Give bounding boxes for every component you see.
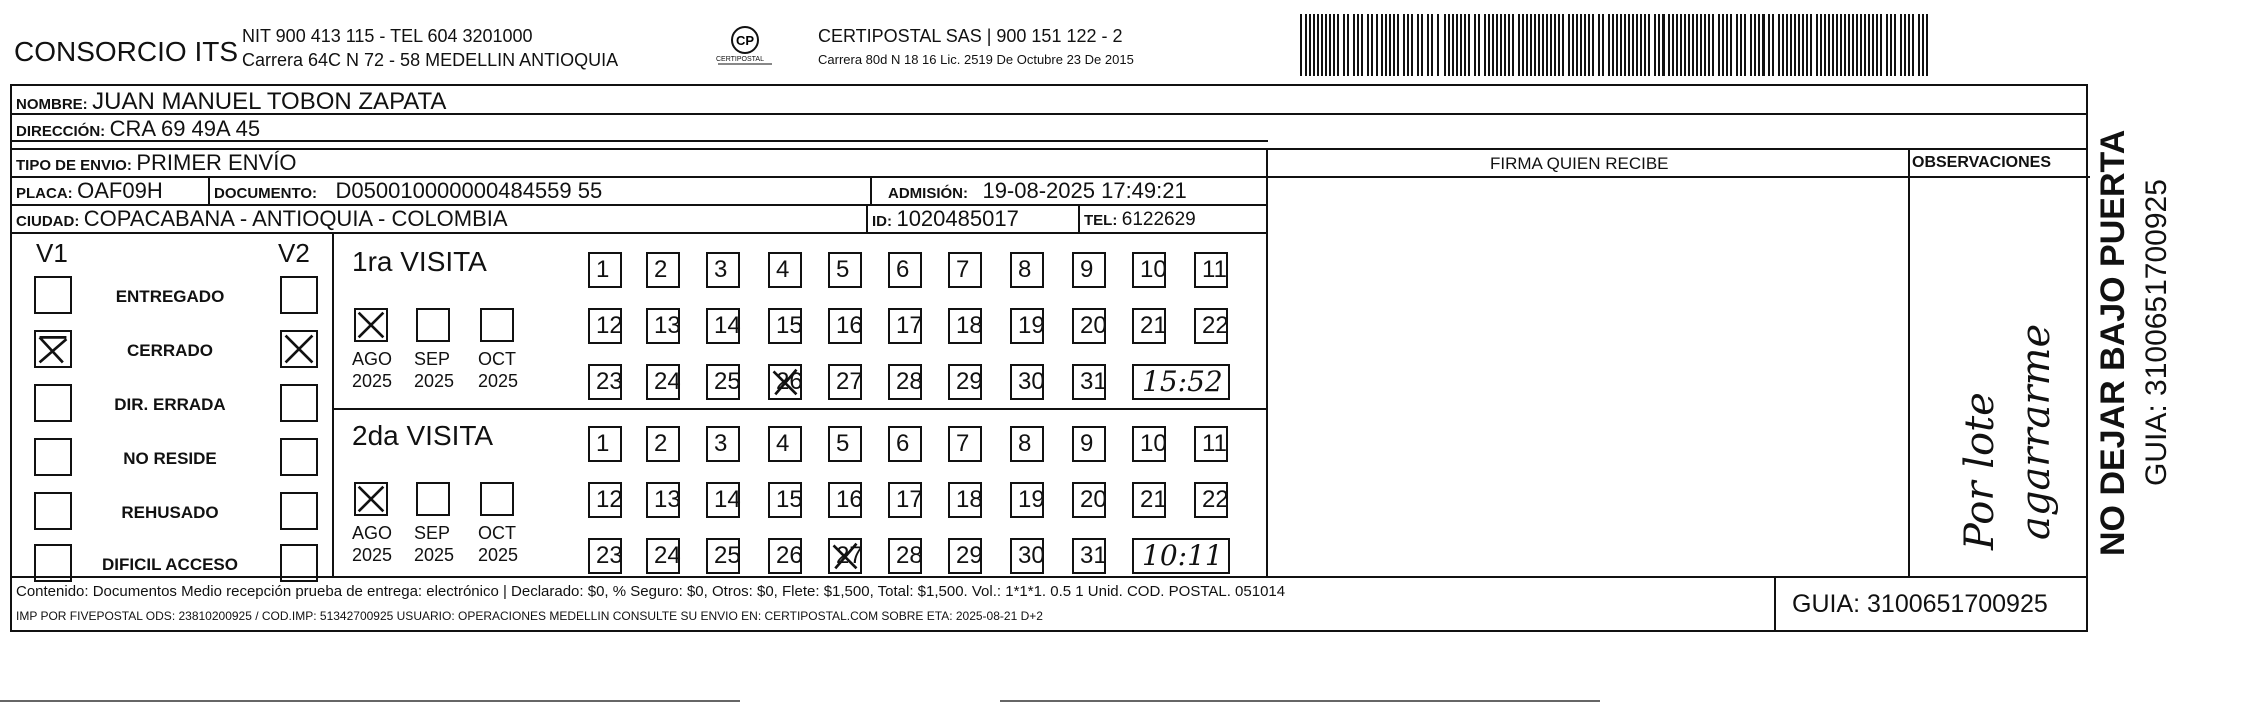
- day-number: 14: [714, 486, 741, 513]
- status-option-label: DIR. ERRADA: [114, 395, 226, 414]
- day-box[interactable]: [588, 308, 622, 344]
- day-number: 22: [1202, 486, 1229, 513]
- day-box[interactable]: [1010, 482, 1044, 518]
- v2-checkbox[interactable]: [280, 438, 318, 476]
- id-label: ID:: [872, 213, 892, 230]
- visit-time: 15:52: [1142, 365, 1223, 398]
- firma-header: FIRMA QUIEN RECIBE: [1490, 154, 1669, 173]
- day-number: 14: [714, 312, 741, 339]
- day-number: 31: [1080, 368, 1107, 395]
- logo-text: CERTIPOSTAL: [716, 56, 764, 63]
- day-box[interactable]: [646, 426, 680, 462]
- day-number: 8: [1018, 430, 1032, 457]
- v2-checkbox[interactable]: [280, 276, 318, 314]
- certipostal-logo-icon: [710, 24, 780, 70]
- day-number: 24: [654, 542, 681, 569]
- year-label: 2025: [414, 545, 455, 565]
- side-no-dejar: NO DEJAR BAJO PUERTA: [2094, 129, 2132, 556]
- v2-label: V2: [278, 238, 310, 268]
- company-nit: NIT 900 413 115 - TEL 604 3201000: [242, 26, 533, 46]
- day-number: 4: [776, 430, 790, 457]
- day-box[interactable]: [1132, 308, 1166, 344]
- day-box[interactable]: [1010, 308, 1044, 344]
- admision-value: 19-08-2025 17:49:21: [982, 178, 1187, 203]
- visit-time-box[interactable]: [1132, 538, 1230, 574]
- admision-label: ADMISIÓN:: [888, 185, 968, 202]
- obs-line-2: agarrarme: [2013, 323, 2059, 540]
- day-number: 26: [776, 542, 803, 569]
- footer-guia: GUIA: 3100651700925: [1792, 590, 2048, 618]
- day-number: 20: [1080, 312, 1107, 339]
- visit-title: 1ra VISITA: [352, 246, 487, 277]
- month-checkbox[interactable]: [354, 482, 388, 516]
- footer-contenido: Contenido: Documentos Medio recepción prueba de entrega: electrónico | Declarado: $0, % Seguro: $0, Otros: $0, Flete: $1,500, Total: $1,500. Vol.: 1*1*1. 0.5 1 Unid. COD. POSTAL. 051014: [16, 583, 1286, 600]
- documento-value: D050010000000484559 55: [335, 178, 603, 203]
- day-box[interactable]: [1194, 426, 1228, 462]
- placa-value: OAF09H: [77, 178, 163, 203]
- visit-title: 2da VISITA: [352, 420, 494, 451]
- barcode: [1300, 14, 1934, 76]
- day-number: 29: [956, 368, 983, 395]
- day-number: 13: [654, 486, 681, 513]
- month-checkbox[interactable]: [480, 308, 514, 342]
- day-number: 20: [1080, 486, 1107, 513]
- day-number: 3: [714, 256, 728, 283]
- day-box[interactable]: [588, 426, 622, 462]
- day-number: 1: [596, 430, 610, 457]
- year-label: 2025: [414, 371, 455, 391]
- carrier-license: Carrera 80d N 18 16 Lic. 2519 De Octubre 23 De 2015: [818, 52, 1134, 67]
- visit-time: 10:11: [1142, 539, 1223, 572]
- day-box[interactable]: [948, 538, 982, 574]
- day-number: 18: [956, 486, 983, 513]
- ciudad-value: COPACABANA - ANTIOQUIA - COLOMBIA: [83, 206, 508, 231]
- tel-value: 6122629: [1121, 209, 1196, 230]
- svg-text:CP: CP: [735, 33, 755, 48]
- day-box[interactable]: [828, 482, 862, 518]
- v2-checkbox[interactable]: [280, 492, 318, 530]
- day-number: 7: [956, 256, 970, 283]
- day-box[interactable]: [888, 482, 922, 518]
- day-box[interactable]: [828, 252, 862, 288]
- day-box[interactable]: [588, 538, 622, 574]
- status-option-label: NO RESIDE: [123, 449, 217, 468]
- day-number: 13: [654, 312, 681, 339]
- day-number: 7: [956, 430, 970, 457]
- day-number: 6: [896, 430, 910, 457]
- month-checkbox[interactable]: [416, 308, 450, 342]
- day-box[interactable]: [646, 252, 680, 288]
- month-label: SEP: [414, 349, 451, 369]
- month-label: OCT: [478, 349, 516, 369]
- day-number: 15: [776, 312, 803, 339]
- day-box[interactable]: [1072, 364, 1106, 400]
- day-number: 23: [596, 542, 623, 569]
- day-number: 10: [1140, 430, 1167, 457]
- day-number: 4: [776, 256, 790, 283]
- direccion-value: CRA 69 49A 45: [109, 116, 261, 141]
- v1-label: V1: [36, 238, 68, 268]
- nombre-value: JUAN MANUEL TOBON ZAPATA: [92, 88, 447, 115]
- year-label: 2025: [478, 545, 519, 565]
- day-box[interactable]: [888, 252, 922, 288]
- month-label: AGO: [352, 523, 393, 543]
- day-number: 27: [836, 542, 863, 569]
- day-box[interactable]: [1194, 482, 1228, 518]
- day-box[interactable]: [1132, 482, 1166, 518]
- ciudad-label: CIUDAD:: [16, 213, 80, 230]
- day-box[interactable]: [828, 308, 862, 344]
- day-number: 19: [1018, 486, 1045, 513]
- day-box[interactable]: [888, 364, 922, 400]
- day-box[interactable]: [1194, 308, 1228, 344]
- observaciones-handwriting: [1920, 240, 2090, 570]
- day-box[interactable]: [706, 252, 740, 288]
- day-box[interactable]: [1194, 252, 1228, 288]
- day-box[interactable]: [706, 308, 740, 344]
- day-number: 17: [896, 486, 923, 513]
- day-box[interactable]: [768, 538, 802, 574]
- day-number: 23: [596, 368, 623, 395]
- company-name: CONSORCIO ITS: [14, 36, 239, 67]
- day-number: 30: [1018, 542, 1045, 569]
- day-box[interactable]: [646, 538, 680, 574]
- day-number: 12: [596, 312, 623, 339]
- day-number: 5: [836, 430, 850, 457]
- day-box[interactable]: [1072, 482, 1106, 518]
- day-box[interactable]: [706, 538, 740, 574]
- id-value: 1020485017: [896, 206, 1019, 231]
- day-box[interactable]: [706, 364, 740, 400]
- day-box[interactable]: [706, 426, 740, 462]
- documento-label: DOCUMENTO:: [214, 185, 318, 202]
- day-box[interactable]: [828, 538, 862, 574]
- day-box[interactable]: [588, 482, 622, 518]
- day-number: 18: [956, 312, 983, 339]
- day-box[interactable]: [888, 308, 922, 344]
- day-number: 17: [896, 312, 923, 339]
- day-number: 1: [596, 256, 610, 283]
- day-number: 2: [654, 256, 668, 283]
- day-box[interactable]: [1010, 538, 1044, 574]
- day-number: 29: [956, 542, 983, 569]
- v2-checkbox[interactable]: [280, 384, 318, 422]
- day-number: 28: [896, 542, 923, 569]
- v2-checkbox[interactable]: [280, 330, 318, 368]
- day-number: 22: [1202, 312, 1229, 339]
- observaciones-header: OBSERVACIONES: [1912, 154, 2051, 171]
- day-box[interactable]: [646, 308, 680, 344]
- nombre-label: NOMBRE:: [16, 96, 88, 113]
- status-option-label: DIFICIL ACCESO: [101, 555, 238, 574]
- day-box[interactable]: [1132, 252, 1166, 288]
- day-box[interactable]: [1072, 426, 1106, 462]
- day-number: 11: [1202, 256, 1227, 283]
- day-number: 9: [1080, 256, 1094, 283]
- day-number: 15: [776, 486, 803, 513]
- day-number: 24: [654, 368, 681, 395]
- tipo-value: PRIMER ENVÍO: [136, 150, 297, 175]
- day-box[interactable]: [1010, 426, 1044, 462]
- carrier-name: CERTIPOSTAL SAS | 900 151 122 - 2: [818, 26, 1123, 46]
- day-number: 12: [596, 486, 623, 513]
- year-label: 2025: [352, 371, 393, 391]
- day-box[interactable]: [948, 252, 982, 288]
- day-number: 5: [836, 256, 850, 283]
- day-number: 3: [714, 430, 728, 457]
- day-number: 10: [1140, 256, 1167, 283]
- month-label: OCT: [478, 523, 516, 543]
- day-number: 25: [714, 542, 741, 569]
- status-option-label: CERRADO: [127, 341, 213, 360]
- day-number: 30: [1018, 368, 1045, 395]
- footer-imp: IMP POR FIVEPOSTAL ODS: 23810200925 / COD.IMP: 51342700925 USUARIO: OPERACIONES MEDELLIN CONSULTE SU ENVIO EN: CERTIPOSTAL.COM SOBRE ETA: 2025-08-21 D+2: [16, 609, 1043, 623]
- month-checkbox[interactable]: [354, 308, 388, 342]
- v2-checkbox[interactable]: [280, 544, 318, 582]
- obs-line-1: Por lote: [1957, 392, 2003, 550]
- day-box[interactable]: [768, 426, 802, 462]
- day-number: 31: [1080, 542, 1107, 569]
- year-label: 2025: [478, 371, 519, 391]
- day-number: 9: [1080, 430, 1094, 457]
- day-number: 28: [896, 368, 923, 395]
- day-box[interactable]: [888, 538, 922, 574]
- day-box[interactable]: [768, 308, 802, 344]
- month-checkbox[interactable]: [416, 482, 450, 516]
- tel-label: TEL:: [1084, 212, 1118, 229]
- side-guia: GUIA: 3100651700925: [2140, 179, 2173, 486]
- company-address: Carrera 64C N 72 - 58 MEDELLIN ANTIOQUIA: [242, 50, 619, 70]
- day-box[interactable]: [1072, 252, 1106, 288]
- day-box[interactable]: [646, 364, 680, 400]
- day-box[interactable]: [768, 482, 802, 518]
- day-box[interactable]: [828, 426, 862, 462]
- month-label: AGO: [352, 349, 393, 369]
- day-number: 16: [836, 312, 863, 339]
- day-box[interactable]: [706, 482, 740, 518]
- day-box[interactable]: [888, 426, 922, 462]
- year-label: 2025: [352, 545, 393, 565]
- day-number: 21: [1140, 486, 1167, 513]
- day-box[interactable]: [646, 482, 680, 518]
- day-number: 21: [1140, 312, 1167, 339]
- direccion-label: DIRECCIÓN:: [16, 123, 106, 140]
- tipo-label: TIPO DE ENVIO:: [16, 157, 132, 174]
- day-number: 27: [836, 368, 863, 395]
- month-label: SEP: [414, 523, 451, 543]
- day-box[interactable]: [1010, 364, 1044, 400]
- status-option-label: REHUSADO: [121, 503, 219, 522]
- day-number: 2: [654, 430, 668, 457]
- day-number: 25: [714, 368, 741, 395]
- day-number: 19: [1018, 312, 1045, 339]
- day-box[interactable]: [828, 364, 862, 400]
- status-option-label: ENTREGADO: [115, 287, 225, 306]
- day-box[interactable]: [948, 426, 982, 462]
- month-checkbox[interactable]: [480, 482, 514, 516]
- day-box[interactable]: [1010, 252, 1044, 288]
- day-number: 16: [836, 486, 863, 513]
- day-box[interactable]: [588, 252, 622, 288]
- day-number: 6: [896, 256, 910, 283]
- day-number: 8: [1018, 256, 1032, 283]
- day-box[interactable]: [948, 308, 982, 344]
- day-box[interactable]: [1132, 426, 1166, 462]
- day-number: 26: [776, 368, 803, 395]
- day-number: 11: [1202, 430, 1227, 457]
- day-box[interactable]: [1072, 538, 1106, 574]
- day-box[interactable]: [768, 252, 802, 288]
- day-box[interactable]: [588, 364, 622, 400]
- day-box[interactable]: [1072, 308, 1106, 344]
- day-box[interactable]: [948, 482, 982, 518]
- placa-label: PLACA:: [16, 185, 73, 202]
- day-box[interactable]: [948, 364, 982, 400]
- day-box[interactable]: [768, 364, 802, 400]
- visit-time-box[interactable]: [1132, 364, 1230, 400]
